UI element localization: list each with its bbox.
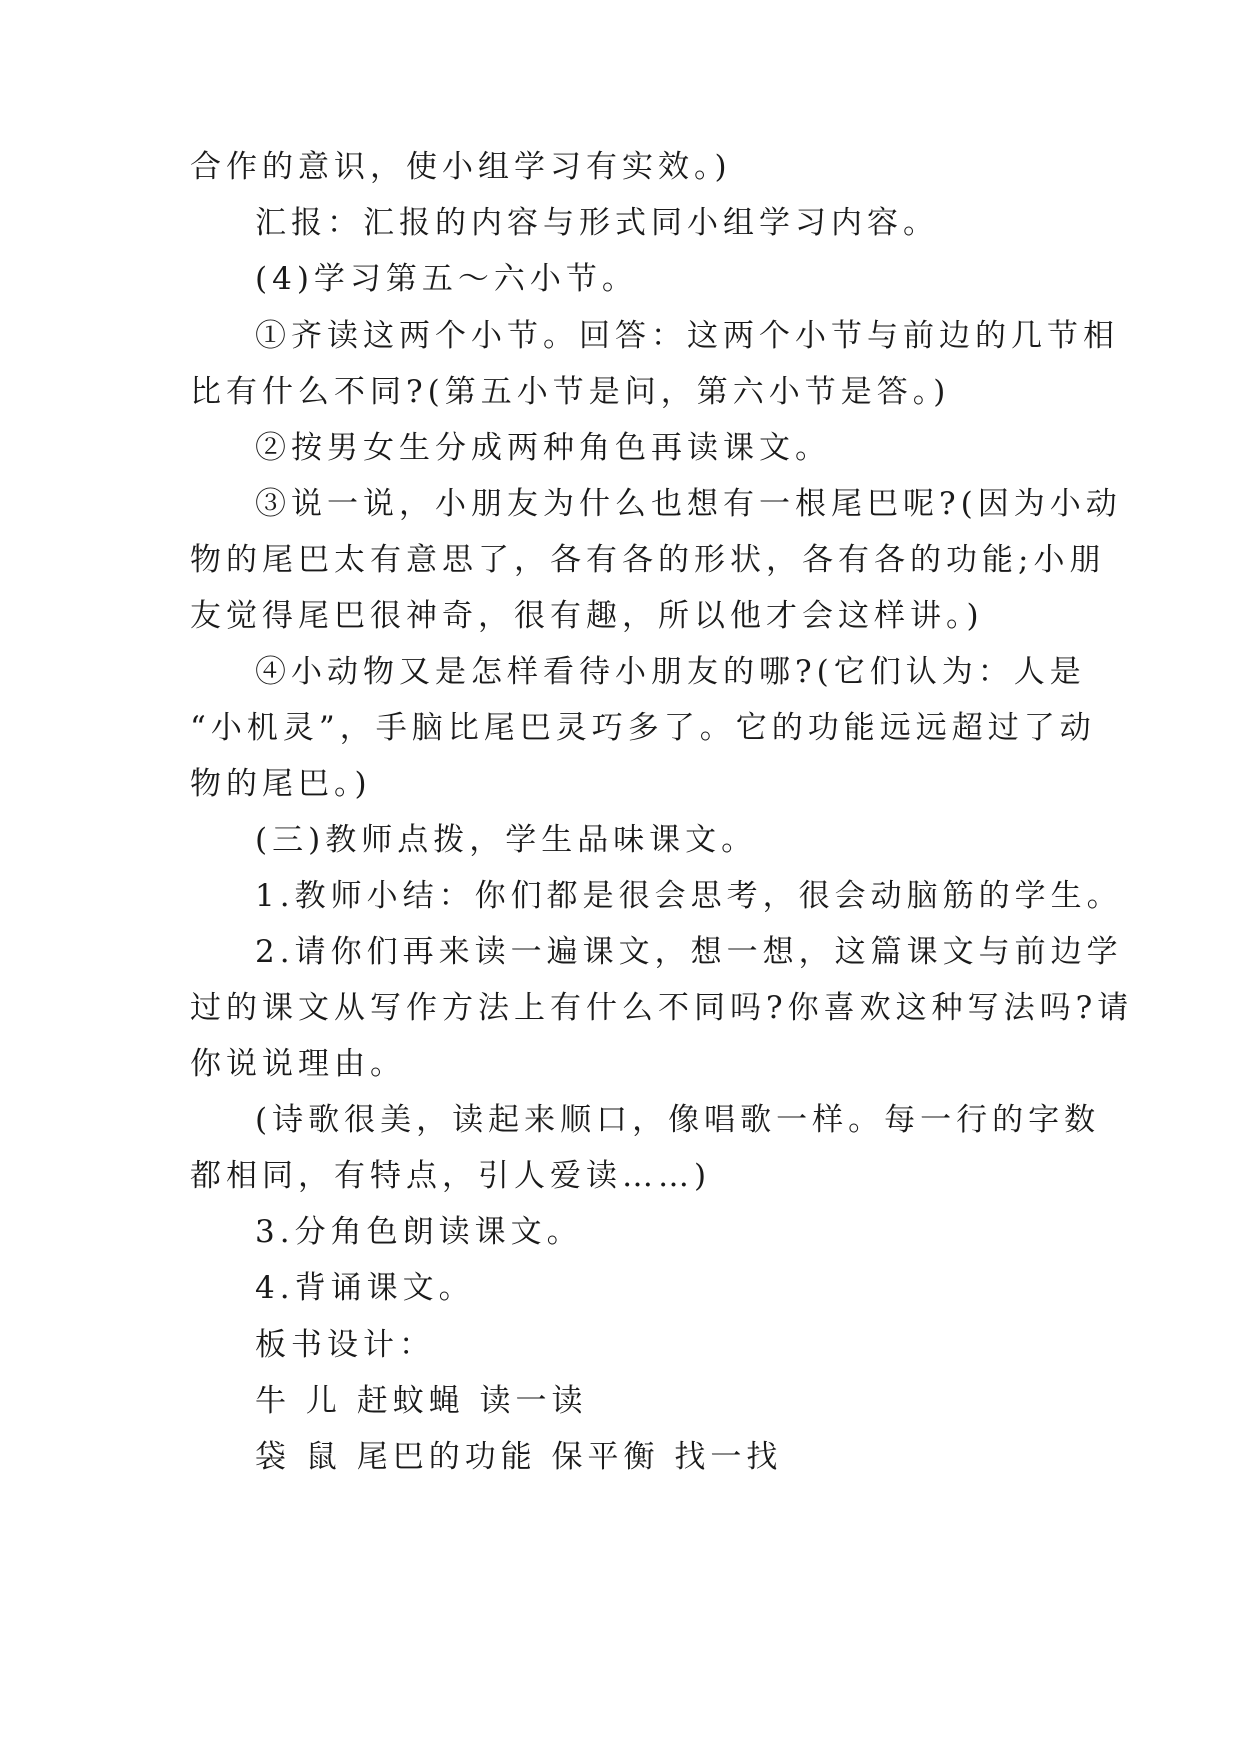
text-line: 都相同，有特点，引人爱读……) [190,1158,712,1194]
text-line: (4)学习第五～六小节。 [255,261,638,297]
text-line: “小机灵”，手脑比尾巴灵巧多了。它的功能远远超过了动 [190,710,1096,746]
text-line: 1.教师小结：你们都是很会思考，很会动脑筋的学生。 [255,878,1123,914]
text-line: 4.背诵课文。 [255,1270,475,1306]
text-line: 过的课文从写作方法上有什么不同吗?你喜欢这种写法吗?请 [190,990,1134,1026]
board-design-line: 袋 鼠 尾巴的功能 保平衡 找一找 [255,1439,783,1475]
text-line: 物的尾巴。) [190,766,372,802]
text-line: 物的尾巴太有意思了，各有各的形状，各有各的功能;小朋 [190,542,1106,578]
board-design-heading: 板书设计： [255,1327,435,1363]
text-line: 友觉得尾巴很神奇，很有趣，所以他才会这样讲。) [190,598,984,634]
board-design-line: 牛 儿 赶蚊蝇 读一读 [255,1383,588,1419]
section-heading: (三)教师点拨，学生品味课文。 [255,822,758,858]
text-line: 3.分角色朗读课文。 [255,1214,583,1250]
text-line: ②按男女生分成两种角色再读课文。 [255,430,831,466]
text-line: 比有什么不同?(第五小节是问，第六小节是答。) [190,374,951,410]
text-line: ①齐读这两个小节。回答：这两个小节与前边的几节相 [255,318,1119,354]
text-line: 合作的意识，使小组学习有实效。) [190,149,732,185]
text-line: 汇报：汇报的内容与形式同小组学习内容。 [255,205,939,241]
text-line: (诗歌很美，读起来顺口，像唱歌一样。每一行的字数 [255,1102,1101,1138]
text-line: 你说说理由。 [190,1046,406,1082]
text-line: 2.请你们再来读一遍课文，想一想，这篇课文与前边学 [255,934,1123,970]
text-line: ③说一说，小朋友为什么也想有一根尾巴呢?(因为小动 [255,486,1122,522]
text-line: ④小动物又是怎样看待小朋友的哪?(它们认为：人是 [255,654,1086,690]
